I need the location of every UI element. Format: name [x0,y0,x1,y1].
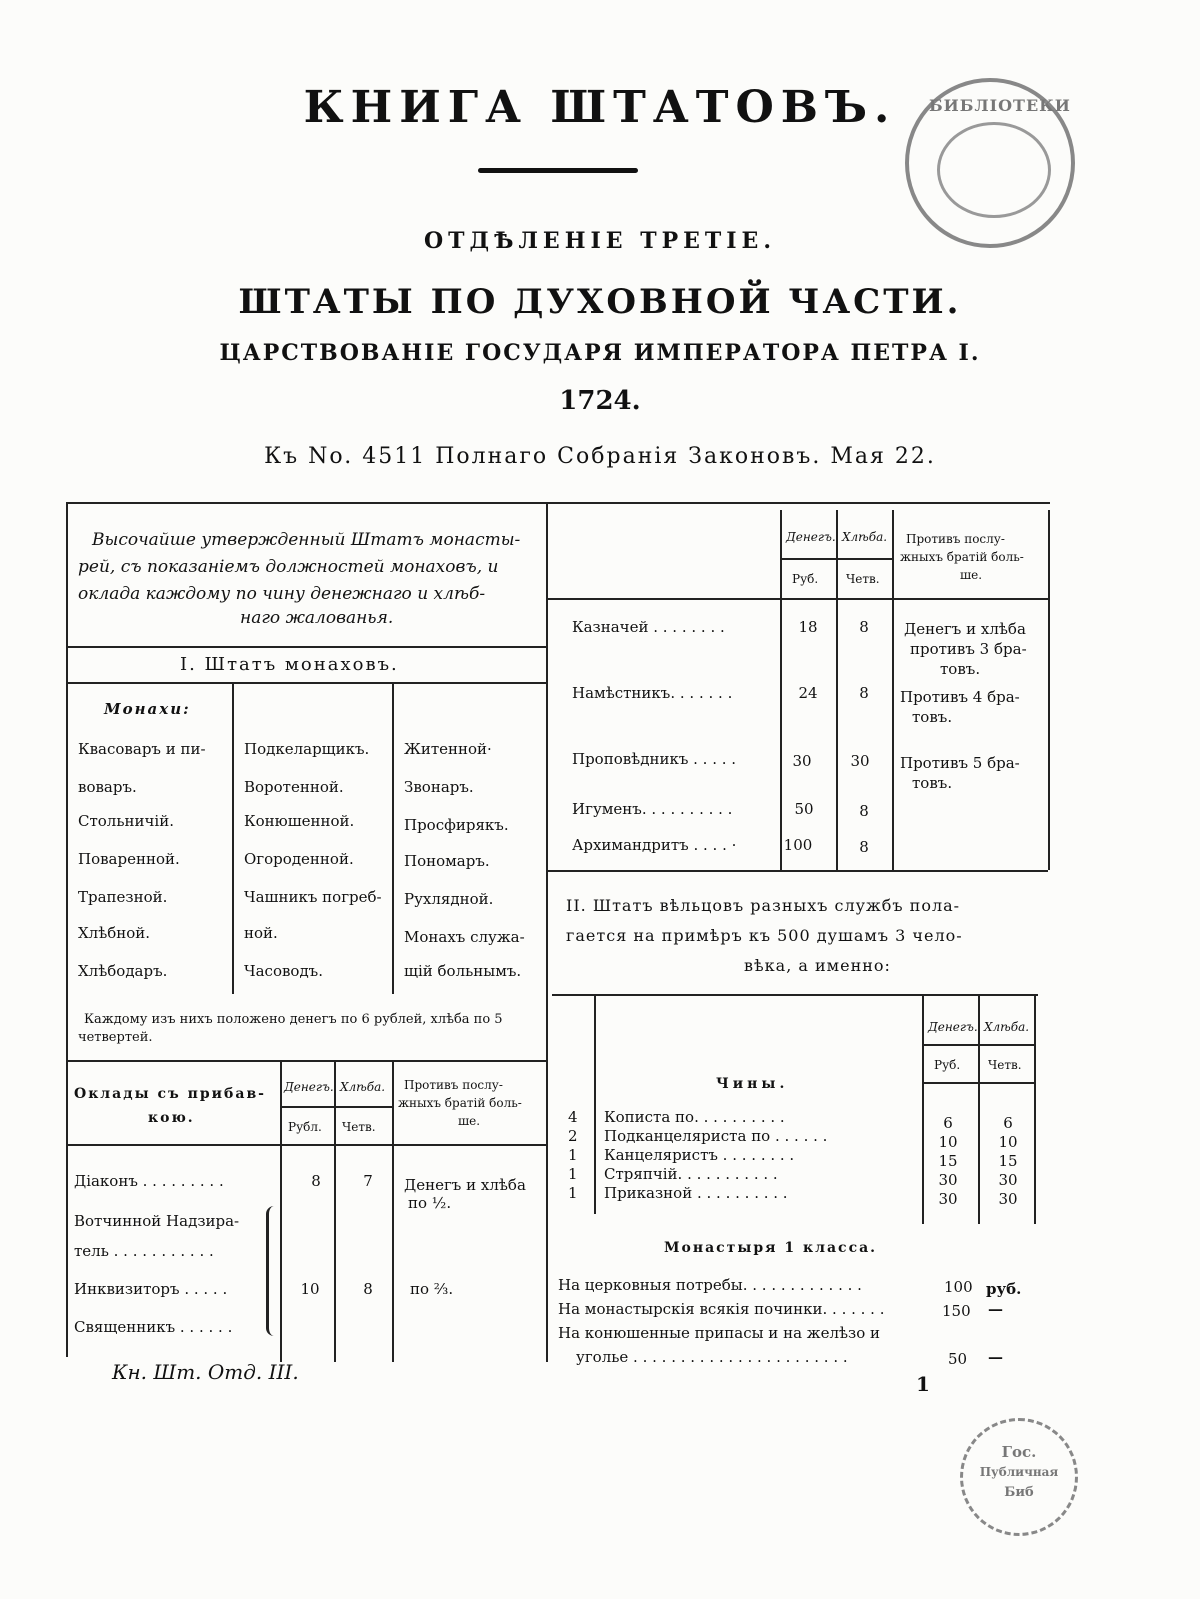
rank-grain: 8 [859,684,869,702]
expense-amount: 150 [942,1302,971,1320]
rank-compare: Противъ 4 бра- [900,688,1020,706]
rank-compare: Противъ 5 бра- [900,754,1020,772]
stamp-text: Биб [1004,1485,1034,1500]
col-divider [836,510,838,870]
col-divider [922,996,924,1224]
section-title: ОТДѢЛЕНІЕ ТРЕТІЕ. [424,228,776,254]
rank-count: 1 [568,1184,578,1202]
expense-name: На монастырскія всякія починки. . . . . . . [558,1300,885,1318]
expense-name: На церковныя потребы. . . . . . . . . . . . . [558,1276,862,1294]
group-name: Инквизиторъ . . . . . [74,1280,228,1298]
col-divider [392,1062,394,1362]
list-item: Квасоваръ и пи- [78,740,206,758]
rank-name: Намѣстникъ. . . . . . . [572,684,733,702]
intro-line: рей, съ показаніемъ должностей монаховъ, и [78,557,499,577]
rank-money: 30 [792,752,812,770]
grain-unit: Четв. [846,572,880,586]
group-grain: 8 [363,1280,373,1298]
grain-unit: Четв. [342,1120,376,1134]
money-unit: Руб. [934,1058,961,1072]
salary-header-name: Оклады съ прибав- [74,1086,266,1102]
brace [266,1206,277,1336]
deacon-compare: по ½. [408,1194,452,1212]
expense-name: уголье . . . . . . . . . . . . . . . . . . . . . . . [576,1348,848,1366]
rule [924,1082,1034,1084]
note-line: четвертей. [78,1030,153,1045]
list-item: Часоводъ. [244,962,323,980]
lay-title-line: II. Штатъ вѣльцовъ разныхъ службъ пола- [566,896,961,915]
list-item: Трапезной. [78,888,168,906]
rank-name: Проповѣдникъ . . . . . [572,750,737,768]
group-name: тель . . . . . . . . . . . [74,1242,214,1260]
col-divider [978,996,980,1224]
grain-header: Хлѣба. [842,530,888,544]
rule [282,1106,392,1108]
list-item: Хлѣбной. [78,924,151,942]
list-item: Чашникъ погреб- [244,888,382,906]
rank-compare: товъ. [912,708,953,726]
rank-money: 24 [798,684,818,702]
money-header: Денегъ. [928,1020,978,1034]
list-item: Просфирякъ. [404,816,509,834]
rank-grain: 15 [998,1152,1018,1170]
list-item: Пономаръ. [404,852,490,870]
group-money: 10 [300,1280,320,1298]
compare-header: жныхъ братiй боль- [900,550,1024,564]
rank-money: 50 [794,800,814,818]
group-name: Вотчинной Надзира- [74,1212,240,1230]
deacon-money: 8 [311,1172,321,1190]
rule [782,558,892,560]
col-divider [892,510,894,870]
rank-money: 18 [798,618,818,636]
grain-header: Хлѣба. [340,1080,386,1094]
expense-unit: — [988,1348,1003,1366]
footer-signature: Кн. Шт. Отд. III. [112,1360,299,1384]
stamp-text: Публичная [979,1465,1059,1479]
rank-name: Подканцеляриста по . . . . . . [604,1127,828,1145]
title-rule [478,168,638,173]
compare-header: Противъ послу- [404,1078,503,1092]
list-item: Звонаръ. [404,778,474,796]
deacon-grain: 7 [363,1172,373,1190]
grain-header: Хлѣба. [984,1020,1030,1034]
list-item: Житенной· [404,740,492,758]
deacon-compare: Денегъ и хлѣба [404,1176,526,1194]
rank-count: 4 [568,1108,578,1126]
stamp-text-top: БИБЛІОТЕКИ [929,96,1071,115]
rank-money: 10 [938,1133,958,1151]
col-divider [594,996,596,1214]
rank-compare: Денегъ и хлѣба [904,620,1026,638]
rank-compare: товъ. [940,660,981,678]
rank-name: Приказной . . . . . . . . . . [604,1184,788,1202]
money-unit: Рубл. [288,1120,322,1134]
rank-name: Казначей . . . . . . . . [572,618,725,636]
col-divider [392,684,394,994]
staff-title: I. Штатъ монаховъ. [180,654,399,675]
rank-compare: товъ. [912,774,953,792]
rank-grain: 10 [998,1133,1018,1151]
library-stamp-top [905,78,1075,248]
rank-grain: 30 [998,1171,1018,1189]
stamp-text: Гос. [1001,1443,1037,1461]
rule [66,1144,546,1146]
list-item: Монахъ служа- [404,928,525,946]
center-divider [546,502,548,1362]
money-header: Денегъ. [284,1080,334,1094]
rank-money: 15 [938,1152,958,1170]
intro-line: оклада каждому по чину денежнаго и хлѣб- [78,584,486,604]
rank-count: 1 [568,1165,578,1183]
expense-name: На конюшенные припасы и на желѣзо и [558,1324,881,1342]
law-reference: Къ No. 4511 Полнаго Собранія Законовъ. Мая 22. [264,444,936,469]
money-unit: Руб. [792,572,819,586]
list-item: Стольничій. [78,812,174,830]
expense-unit: руб. [986,1280,1022,1298]
rank-money: 30 [938,1171,958,1189]
col-divider [1034,996,1036,1224]
rank-money: 100 [783,836,813,854]
rank-name: Кописта по. . . . . . . . . . [604,1108,785,1126]
expense-amount: 50 [948,1350,968,1368]
expense-unit: — [988,1300,1003,1318]
rule [66,646,546,648]
list-item: Конюшенной. [244,812,355,830]
group-name: Священникъ . . . . . . [74,1318,233,1336]
class-title: Монастыря 1 класса. [664,1240,878,1256]
expense-amount: 100 [944,1278,973,1296]
rank-name: Канцеляристъ . . . . . . . . [604,1146,795,1164]
rule [66,682,546,684]
list-item: Огороденной. [244,850,354,868]
intro-line: Высочайше утвержденный Штатъ монасты- [92,530,521,550]
monks-label: Монахи: [104,700,191,718]
rule [924,1044,1034,1046]
rule [552,994,1038,996]
rule [548,598,1048,600]
rank-grain: 8 [859,802,869,820]
list-item: Воротенной. [244,778,344,796]
col-divider [780,510,782,870]
list-item: ной. [244,924,278,942]
list-item: Поваренной. [78,850,180,868]
subtitle: ШТАТЫ ПО ДУХОВНОЙ ЧАСТИ. [238,282,962,322]
compare-header: Противъ послу- [906,532,1005,546]
note-line: Каждому изъ нихъ положено денегъ по 6 рублей, хлѣба по 5 [84,1012,503,1027]
year: 1724. [559,386,641,416]
rank-name: Архимандритъ . . . . · [572,836,737,854]
list-item: воваръ. [78,778,137,796]
lay-title-line: гается на примѣръ къ 500 душамъ 3 чело- [566,926,963,945]
list-item: щій больнымъ. [404,962,522,980]
grain-unit: Четв. [988,1058,1022,1072]
rank-grain: 6 [1003,1114,1013,1132]
rank-count: 2 [568,1127,578,1145]
col-divider [232,684,234,994]
book-title: КНИГА ШТАТОВЪ. [303,82,897,133]
deacon-name: Діаконъ . . . . . . . . . [74,1172,224,1190]
compare-header: ше. [960,568,983,582]
frame-top-line [68,502,1050,504]
list-item: Хлѣбодаръ. [78,962,168,980]
rank-name: Игуменъ. . . . . . . . . . [572,800,733,818]
rank-name: Стряпчій. . . . . . . . . . . [604,1165,778,1183]
page-number: 1 [916,1372,930,1396]
rank-grain: 8 [859,838,869,856]
rank-money: 6 [943,1114,953,1132]
rank-compare: противъ 3 бра- [910,640,1027,658]
compare-header: жныхъ братiй боль- [398,1096,522,1110]
list-item: Рухлядной. [404,890,494,908]
salary-header-name-2: кою. [148,1110,195,1126]
reign-line: ЦАРСТВОВАНІЕ ГОСУДАРЯ ИМПЕРАТОРА ПЕТРА I. [219,340,981,366]
rank-count: 1 [568,1146,578,1164]
compare-header: ше. [458,1114,481,1128]
money-header: Денегъ. [786,530,836,544]
group-compare: по ⅔. [410,1280,454,1298]
frame-left-line [66,502,68,1357]
lay-title-line: вѣка, а именно: [744,956,891,975]
intro-line: наго жалованья. [240,608,394,628]
right-frame-line [1048,510,1050,870]
rule [66,1060,546,1062]
list-item: Подкеларщикъ. [244,740,370,758]
rank-grain: 30 [998,1190,1018,1208]
rule [548,870,1048,872]
rank-money: 30 [938,1190,958,1208]
ranks-label: Чины. [716,1076,789,1092]
rank-grain: 30 [850,752,870,770]
library-stamp-bottom [960,1418,1078,1536]
rank-grain: 8 [859,618,869,636]
